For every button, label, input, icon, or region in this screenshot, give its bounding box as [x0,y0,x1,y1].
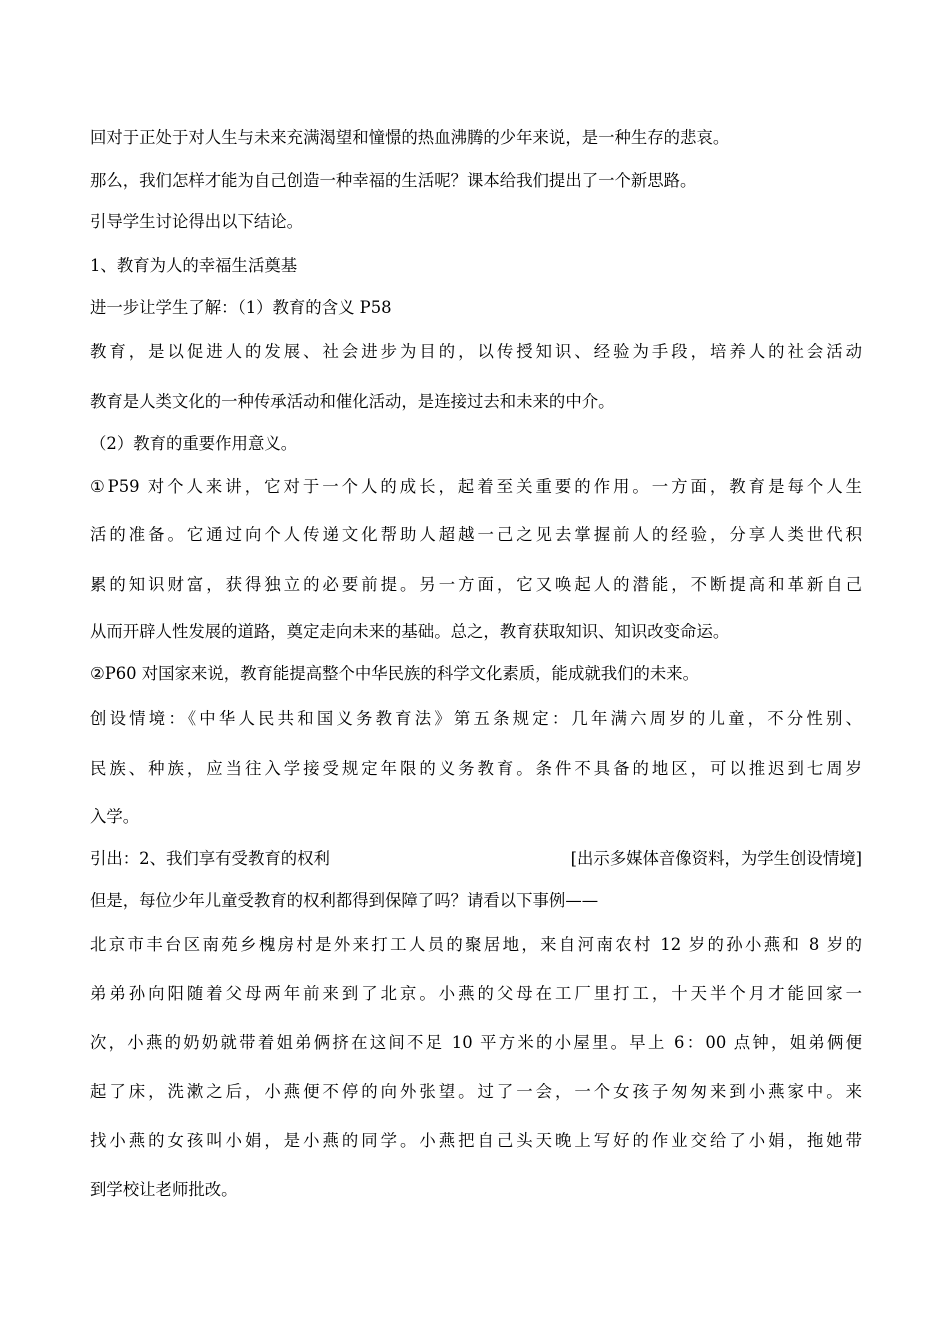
text-line: 弟弟孙向阳随着父母两年前来到了北京。小燕的父母在工厂里打工，十天半个月才能回家一 [90,984,862,1003]
text-line: 引导学生讨论得出以下结论。 [90,212,304,231]
text-line: 从而开辟人性发展的道路，奠定走向未来的基础。总之，教育获取知识、知识改变命运。 [90,622,730,641]
split-line-right: [出示多媒体音像资料，为学生创设情境] [570,849,862,868]
text-line: ②P60 对国家来说，教育能提高整个中华民族的科学文化素质，能成就我们的未来。 [90,664,700,683]
split-line-left: 引出：2、我们享有受教育的权利 [90,849,330,868]
text-line: 进一步让学生了解：（1）教育的含义 P58 [90,298,392,317]
text-line: 找小燕的女孩叫小娟，是小燕的同学。小燕把自己头天晚上写好的作业交给了小娟，拖她带 [90,1131,862,1150]
text-line: 创设情境：《中华人民共和国义务教育法》第五条规定：几年满六周岁的儿童，不分性别、 [90,709,862,728]
text-line: 活的准备。它通过向个人传递文化帮助人超越一己之见去掌握前人的经验，分享人类世代积 [90,525,862,544]
text-line: ①P59 对个人来讲，它对于一个人的成长，起着至关重要的作用。一方面，教育是每个人生 [90,477,862,496]
text-line: 次，小燕的奶奶就带着姐弟俩挤在这间不足 10 平方米的小屋里。早上 6：00 点钟，姐弟俩便 [90,1033,862,1052]
text-line: 但是，每位少年儿童受教育的权利都得到保障了吗？请看以下事例—— [90,891,599,910]
text-line: 入学。 [90,807,140,826]
text-line: 北京市丰台区南苑乡槐房村是外来打工人员的聚居地，来自河南农村 12 岁的孙小燕和 8 岁的 [90,935,862,954]
text-line: 起了床，洗漱之后，小燕便不停的向外张望。过了一会，一个女孩子匆匆来到小燕家中。来 [90,1082,862,1101]
text-line: （2）教育的重要作用意义。 [90,434,298,453]
text-line: 民族、种族，应当往入学接受规定年限的义务教育。条件不具备的地区，可以推迟到七周岁 [90,759,862,778]
text-line: 到学校让老师批改。 [90,1180,238,1199]
text-line: 累的知识财富，获得独立的必要前提。另一方面，它又唤起人的潜能，不断提高和革新自己 [90,575,862,594]
text-line-split [90,848,862,870]
text-line: 那么，我们怎样才能为自己创造一种幸福的生活呢？课本给我们提出了一个新思路。 [90,171,697,190]
text-line: 回对于正处于对人生与未来充满渴望和憧憬的热血沸腾的少年来说，是一种生存的悲哀。 [90,128,730,147]
text-line: 教育，是以促进人的发展、社会进步为目的，以传授知识、经验为手段，培养人的社会活动 [90,342,862,361]
text-line: 教育是人类文化的一种传承活动和催化活动，是连接过去和未来的中介。 [90,392,615,411]
section-heading: 1、教育为人的幸福生活奠基 [90,256,298,275]
